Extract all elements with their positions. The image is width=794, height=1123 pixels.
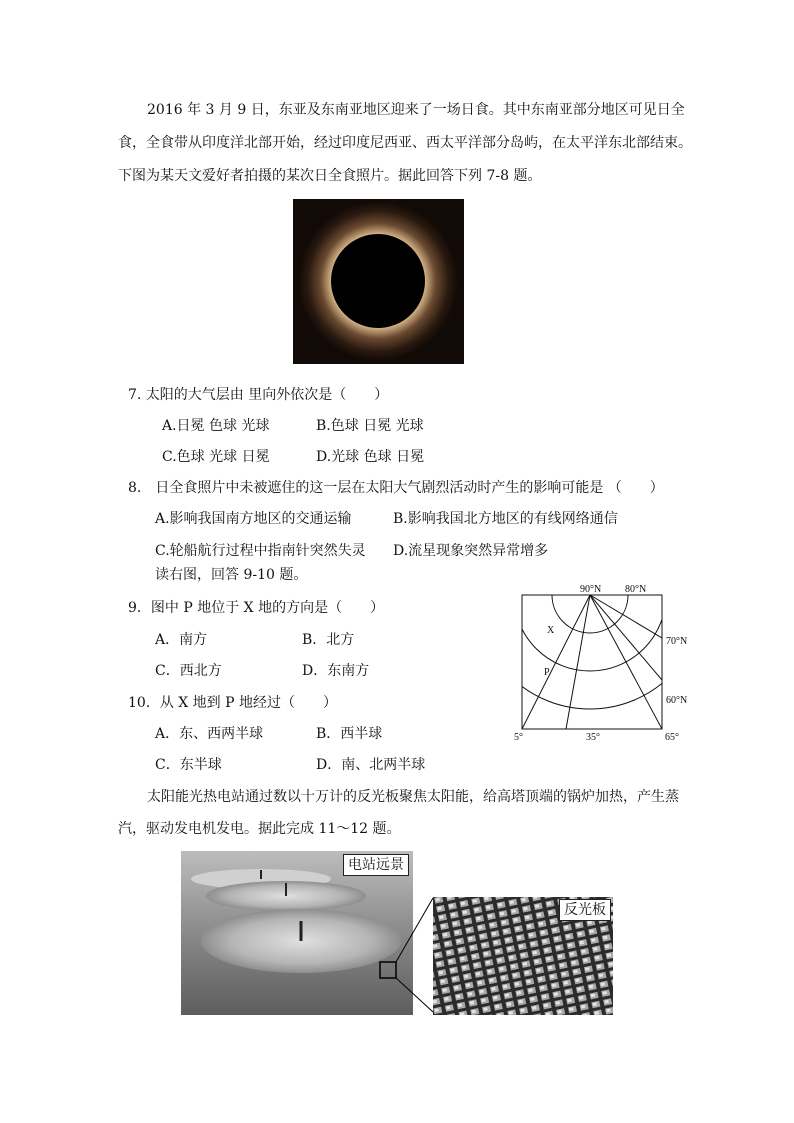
q8-option-d: D.流星现象突然异常增多: [393, 543, 549, 559]
q7-option-c: C.色球 光球 日冕: [162, 449, 270, 465]
reflector-photo: [433, 897, 613, 1015]
q10-option-b: B．西半球: [316, 726, 383, 742]
q9-option-a: A．南方: [155, 632, 208, 648]
intro-line-2: 食，全食带从印度洋北部开始，经过印度尼西亚、西太平洋部分岛屿，在太平洋东北部结束。: [118, 135, 692, 151]
q7-option-d: D.光球 色球 日冕: [316, 449, 425, 465]
reflector-label: 反光板: [559, 899, 611, 921]
q10-option-a: A．东、西两半球: [155, 726, 264, 742]
map-label-5deg: 5°: [514, 732, 523, 743]
map-label-60n: 60°N: [666, 695, 688, 706]
q7-stem: 7. 太阳的大气层由 里向外依次是（ ）: [128, 387, 389, 403]
map-label-65deg: 65°: [665, 732, 679, 743]
q9-option-c: C．西北方: [155, 663, 222, 679]
eclipse-photo: [293, 199, 464, 364]
map-point-p: P: [544, 667, 550, 678]
q7-option-a: A.日冕 色球 光球: [162, 418, 270, 434]
q7-option-b: B.色球 日冕 光球: [316, 418, 424, 434]
intro-line-1: 2016 年 3 月 9 日，东亚及东南亚地区迎来了一场日食。其中东南亚部分地区可见日全: [147, 102, 685, 118]
map-label-35deg: 35°: [586, 732, 600, 743]
map-point-x: X: [547, 625, 555, 636]
station-photo: [181, 851, 413, 1015]
zoom-connector: [396, 895, 436, 1015]
map-label-80n: 80°N: [625, 584, 647, 595]
q10-stem: 10．从 X 地到 P 地经过（ ）: [128, 695, 338, 711]
q8-option-b: B.影响我国北方地区的有线网络通信: [393, 511, 618, 527]
q9-option-b: B．北方: [302, 632, 355, 648]
intro2-line-1: 太阳能光热电站通过数以十万计的反光板聚焦太阳能，给高塔顶端的锅炉加热，产生蒸: [147, 789, 679, 805]
map-label-70n: 70°N: [666, 636, 688, 647]
q9-option-d: D．东南方: [302, 663, 370, 679]
q8-stem: 8. 日全食照片中未被遮住的这一层在太阳大气剧烈活动时产生的影响可能是 （ ）: [128, 480, 664, 496]
q8-option-a: A.影响我国南方地区的交通运输: [155, 511, 352, 527]
map-intro: 读右图，回答 9-10 题。: [155, 567, 308, 583]
q10-option-c: C．东半球: [155, 757, 222, 773]
intro2-line-2: 汽，驱动发电机发电。据此完成 11～12 题。: [118, 821, 401, 837]
q9-stem: 9．图中 P 地位于 X 地的方向是（ ）: [128, 600, 385, 616]
map-label-90n: 90°N: [580, 584, 602, 595]
intro-line-3: 下图为某天文爱好者拍摄的某次日全食照片。据此回答下列 7-8 题。: [118, 168, 542, 184]
station-label: 电站远景: [343, 854, 409, 876]
q10-option-d: D．南、北两半球: [316, 757, 426, 773]
polar-map: [510, 580, 700, 745]
q8-option-c: C.轮船航行过程中指南针突然失灵: [155, 543, 366, 559]
